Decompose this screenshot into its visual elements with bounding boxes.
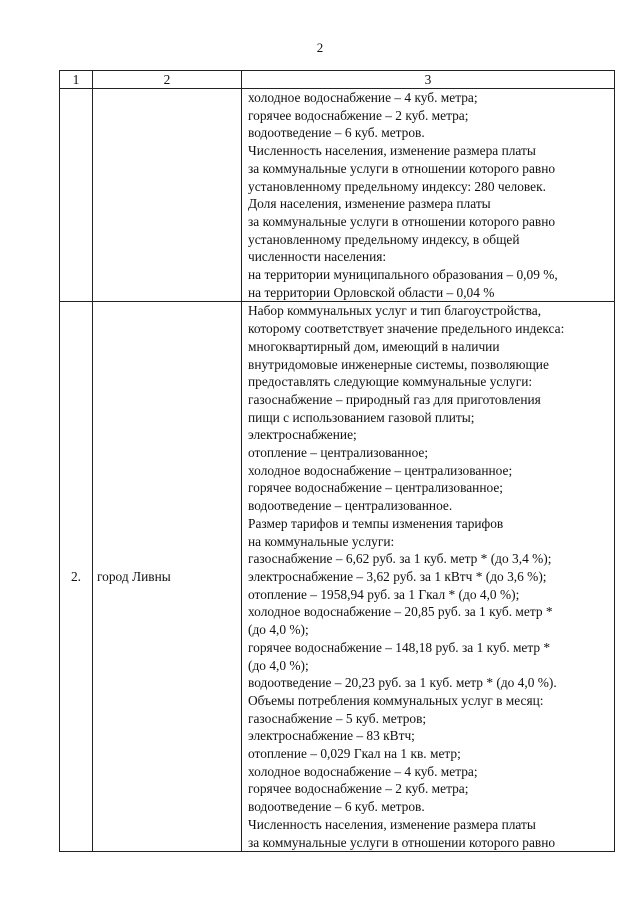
text-line: водоотведение – централизованное. — [248, 498, 453, 514]
text-line: Доля населения, изменение размера платы — [248, 196, 491, 212]
text-line: водоотведение – 6 куб. метров. — [248, 125, 425, 141]
text-line: горячее водоснабжение – 2 куб. метра; — [248, 781, 469, 797]
text-line: газоснабжение – 5 куб. метров; — [248, 710, 427, 726]
header-col-2: 2 — [93, 71, 242, 89]
text-line: холодное водоснабжение – 4 куб. метра; — [248, 90, 478, 105]
text-line: пищи с использованием газовой плиты; — [248, 409, 475, 425]
text-line: электроснабжение – 3,62 руб. за 1 кВтч * (до 3,6 %); — [248, 568, 547, 584]
text-line: предоставлять следующие коммунальные услуги: — [248, 374, 533, 390]
text-line: горячее водоснабжение – 2 куб. метра; — [248, 107, 469, 123]
table-row-continued — [60, 89, 615, 302]
text-line: (до 4,0 %); — [248, 622, 309, 638]
description-cell — [242, 302, 615, 852]
municipality-cell — [93, 89, 242, 302]
text-line: холодное водоснабжение – 20,85 руб. за 1 куб. метр * — [248, 604, 553, 620]
text-line: электроснабжение; — [248, 427, 357, 443]
text-line: Численность населения, изменение размера платы — [248, 143, 536, 159]
row-number-cell — [60, 89, 93, 302]
text-line: на территории муниципального образования – 0,09 %, — [248, 267, 558, 283]
description-lines — [248, 302, 610, 851]
text-line: горячее водоснабжение – 148,18 руб. за 1 куб. метр * — [248, 639, 551, 655]
text-line: отопление – 1958,94 руб. за 1 Гкал * (до 4,0 %); — [248, 586, 520, 602]
description-cell — [242, 89, 615, 302]
text-line: численности населения: — [248, 249, 387, 265]
text-line: отопление – централизованное; — [248, 445, 429, 461]
description-lines — [248, 89, 610, 301]
text-line: (до 4,0 %); — [248, 657, 309, 673]
header-col-1: 1 — [60, 71, 93, 89]
text-line: установленному предельному индексу: 280 человек. — [248, 178, 546, 194]
tariff-table — [59, 70, 615, 852]
text-line: за коммунальные услуги в отношении которого равно — [248, 834, 556, 850]
text-line: водоотведение – 6 куб. метров. — [248, 799, 425, 815]
text-line: на территории Орловской области – 0,04 % — [248, 284, 495, 300]
text-line: Размер тарифов и темпы изменения тарифов — [248, 515, 504, 531]
text-line: холодное водоснабжение – 4 куб. метра; — [248, 763, 478, 779]
text-line: за коммунальные услуги в отношении которого равно — [248, 213, 556, 229]
table-row-livny — [60, 302, 615, 852]
text-line: многоквартирный дом, имеющий в наличии — [248, 338, 500, 354]
text-line: газоснабжение – природный газ для приготовления — [248, 391, 541, 407]
text-line: за коммунальные услуги в отношении которого равно — [248, 160, 556, 176]
table-header-row — [60, 71, 615, 89]
text-line: Объемы потребления коммунальных услуг в месяц: — [248, 692, 544, 708]
text-line: Набор коммунальных услуг и тип благоустройства, — [248, 303, 542, 319]
text-line: Численность населения, изменение размера платы — [248, 816, 536, 832]
row-number-cell: 2. — [60, 302, 93, 852]
page-number: 2 — [316, 40, 324, 55]
text-line: на коммунальные услуги: — [248, 533, 395, 549]
text-line: внутридомовые инженерные системы, позволяющие — [248, 356, 549, 372]
text-line: электроснабжение – 83 кВтч; — [248, 728, 415, 744]
header-col-3: 3 — [242, 71, 615, 89]
text-line: водоотведение – 20,23 руб. за 1 куб. метр * (до 4,0 %). — [248, 675, 557, 691]
text-line: отопление – 0,029 Гкал на 1 кв. метр; — [248, 746, 461, 762]
text-line: холодное водоснабжение – централизованное; — [248, 462, 513, 478]
text-line: газоснабжение – 6,62 руб. за 1 куб. метр * (до 3,4 %); — [248, 551, 552, 567]
text-line: горячее водоснабжение – централизованное; — [248, 480, 504, 496]
text-line: установленному предельному индексу, в общей — [248, 231, 520, 247]
text-line: которому соответствует значение предельного индекса: — [248, 321, 565, 337]
municipality-cell: город Ливны — [93, 302, 242, 852]
